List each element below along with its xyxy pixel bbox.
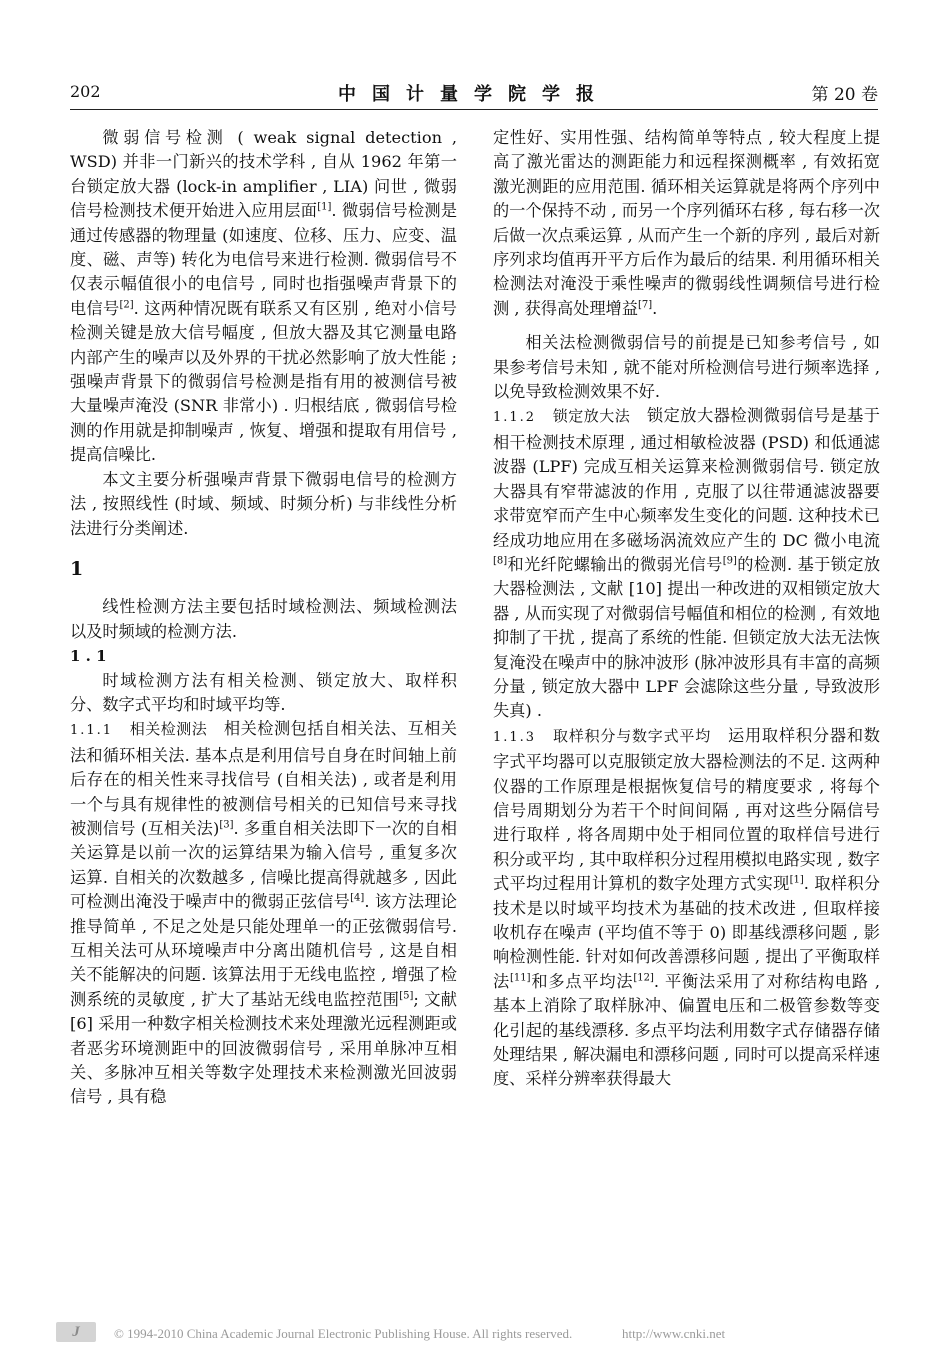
publisher-logo-icon: J <box>56 1322 96 1342</box>
right-column <box>493 126 880 1092</box>
paragraph-scope: 本文主要分析强噪声背景下微弱电信号的检测方法 , 按照线性 (时域、频域、时频分析) 与非线性分析法进行分类阐述. <box>70 469 457 538</box>
subsection-number: 1.1.2 <box>493 410 537 426</box>
paragraph-correlation-cont: 定性好、实用性强、结构简单等特点 , 较大程度上提高了激光雷达的测距能力和远程探测概率 , 有效拓宽激光测距的应用范围. 循环相关运算就是将两个序列中的一个保持不动 , 而另一个序列循环右移 , 每右移一次后做一次点乘运算 , 从而产生一个新的序列 , 最后对新序列求均值再开平方后作为最后的结果. 利用循环相关检测法对淹没于乘性噪声的微弱线性调频信号进行检测 , 获得高处理增益[7]. <box>493 128 880 318</box>
page-footer <box>56 1322 896 1348</box>
journal-title: 中国计量学院学报 <box>338 84 610 105</box>
page-header <box>70 78 878 108</box>
ref-4[interactable]: [4] <box>350 892 365 904</box>
subsection-number: 1.1.1 <box>70 723 114 739</box>
subsection-heading-correlation: 相关检测法 <box>129 720 208 739</box>
volume-label: 第 20 卷 <box>811 85 878 105</box>
header-rule <box>70 109 878 110</box>
copyright-text: © 1994-2010 China Academic Journal Electronic Publishing House. All rights reserved. <box>114 1326 573 1341</box>
ref-1[interactable]: [1] <box>317 201 332 213</box>
ref-2[interactable]: [2] <box>119 299 134 311</box>
ref-5[interactable]: [5] <box>399 990 414 1002</box>
paragraph-correlation: 1.1.1 相关检测法 相关检测包括自相关法、互相关法和循环相关法. 基本点是利用信号自身在时间轴上前后存在的相关性来寻找信号 (自相关法) , 或者是利用一个与具有规律性的被测信号相关的已知信号来寻找被测信号 (互相关法)[3]. 多重自相关法即下一次的自相关运算是以前一次的运算结果为输入信号 , 重复多次运算. 自相关的次数越多 , 信噪比提高得就越多 , 因此可检测出淹没于噪声中的微弱正弦信号[4]. 该方法理论推导简单 , 不足之处是只能处理单一的正弦微弱信号. 互相关法可从环境噪声中分离出随机信号 , 这是自相关不能解决的问题. 该算法用于无线电监控 , 增强了检测系统的灵敏度 , 扩大了基站无线电监控范围[5]; 文献 [6] 采用一种数字相关检测技术来处理激光远程测距或者恶劣环境测距中的回波微弱信号 , 采用单脉冲互相关、多脉冲互相关等数字处理技术来检测激光回波弱信号 , 具有稳 <box>70 719 457 1107</box>
ref-1b[interactable]: [1] <box>789 874 804 886</box>
paragraph-linear-methods: 线性检测方法主要包括时域检测法、频域检测法以及时频域的检测方法. <box>70 597 457 641</box>
paragraph-time-domain: 时域检测方法有相关检测、锁定放大、取样积分、数字式平均和时域平均等. <box>70 670 457 714</box>
ref-8[interactable]: [8] <box>493 555 508 567</box>
left-column <box>70 126 457 1110</box>
paragraph-lockin: 1.1.2 锁定放大法 锁定放大器检测微弱信号是基于相干检测技术原理 , 通过相敏检波器 (PSD) 和低通滤波器 (LPF) 完成互相关运算来检测微弱信号. 锁定放大器具有窄带滤波的作用 , 克服了以往带通滤波器要求带宽窄而产生中心频率发生变化的问题. 这种技术已经成功地应用在多磁场涡流效应产生的 DC 微小电流[8]和光纤陀螺输出的微弱光信号[9]的检测. 基于锁定放大器检测法 , 文献 [10] 提出一种改进的双相锁定放大器 , 从而实现了对微弱信号幅值和相位的检测 , 有效地抑制了干扰 , 提高了系统的性能. 但锁定放大法无法恢复淹没在噪声中的脉冲波形 (脉冲波形具有丰富的高频分量 , 锁定放大器中 LPF 会滤除这些分量 , 导致波形失真) . <box>493 406 881 721</box>
paragraph-reference-signal: 相关法检测微弱信号的前提是已知参考信号 , 如果参考信号未知 , 就不能对所检测信号进行频率选择 , 以免导致检测效果不好. <box>493 333 880 402</box>
subsection-number: 1.1.3 <box>493 729 537 745</box>
cnki-link[interactable]: http://www.cnki.net <box>622 1326 726 1341</box>
ref-11[interactable]: [11] <box>510 972 531 984</box>
subsection-heading-sampling: 取样积分与数字式平均 <box>552 726 711 745</box>
section-heading-1: 1 <box>70 557 84 580</box>
ref-12[interactable]: [12] <box>633 972 654 984</box>
section-heading-1-1: 1 . 1 <box>70 647 107 666</box>
paragraph-sampling: 1.1.3 取样积分与数字式平均 运用取样积分器和数字式平均器可以克服锁定放大器检测法的不足. 这两种仪器的工作原理是根据恢复信号的精度要求 , 将每个信号周期划分为若干个时间间隔 , 再对这些分隔信号进行取样 , 将各周期中处于相同位置的取样信号进行积分或平均 , 其中取样积分过程用模拟电路实现 , 数字式平均过程用计算机的数字处理方式实现[1]. 取样积分技术是以时域平均技术为基础的技术改进 , 但取样接收机存在噪声 (平均值不等于 0) 即基线漂移问题 , 影响检测性能. 针对如何改善漂移问题 , 提出了平衡取样法[11]和多点平均法[12]. 平衡法采用了对称结构电路 , 基本上消除了取样脉冲、偏置电压和二极管参数等变化引起的基线漂移. 多点平均法利用数字式存储器存储处理结果 , 解决漏电和漂移问题 , 同时可以提高采样速度、采样分辨率获得最大 <box>493 725 881 1089</box>
page-number: 202 <box>70 82 101 101</box>
ref-9[interactable]: [9] <box>722 555 737 567</box>
subsection-heading-lockin: 锁定放大法 <box>552 407 631 426</box>
paragraph-intro: 微弱信号检测 ( weak signal detection , WSD) 并非一门新兴的技术学科 , 自从 1962 年第一台锁定放大器 (lock-in amplifier , LIA) 问世 , 微弱信号检测技术便开始进入应用层面[1]. 微弱信号检测是通过传感器的物理量 (如速度、位移、压力、应变、温度、磁、声等) 转化为电信号来进行检测. 微弱信号不仅表示幅值很小的电信号 , 同时也指强噪声背景下的电信号[2]. 这两种情况既有联系又有区别 , 绝对小信号检测关键是放大信号幅度 , 但放大器及其它测量电路内部产生的噪声以及外界的干扰必然影响了放大性能 ; 强噪声背景下的微弱信号检测是指有用的被测信号被大量噪声淹没 (SNR 非常小) . 归根结底 , 微弱信号检测的作用就是抑制噪声 , 恢复、增强和提取有用信号 , 提高信噪比. <box>70 128 458 465</box>
ref-3[interactable]: [3] <box>219 819 234 831</box>
ref-7[interactable]: [7] <box>637 299 653 311</box>
